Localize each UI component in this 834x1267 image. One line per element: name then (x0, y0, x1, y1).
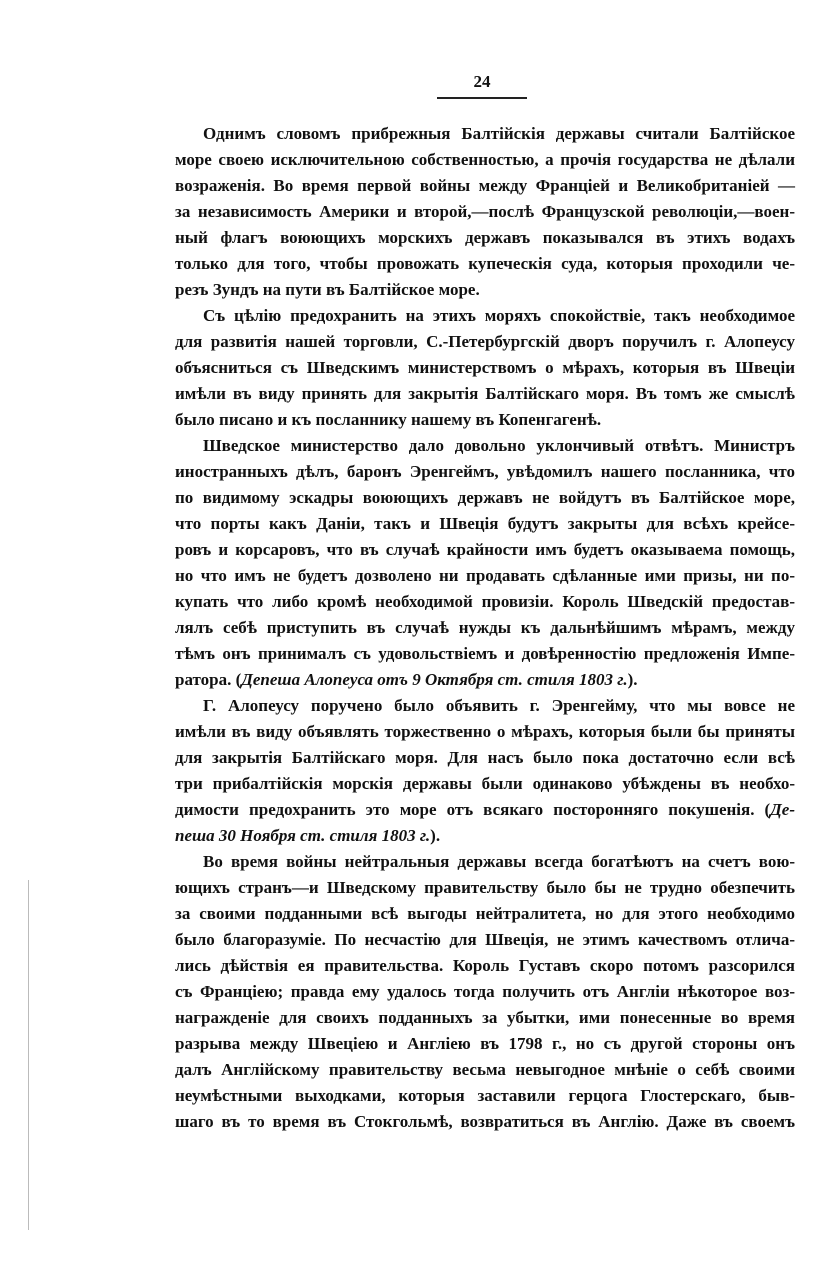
scan-margin-line (28, 880, 29, 1230)
text-line (175, 797, 795, 823)
text-segment: что порты какъ Даніи, такъ и Швеція будутъ закрыты для всѣхъ крейсе- (175, 514, 795, 533)
text-segment: имѣли въ виду объявлять торжественно о мѣрахъ, которыя были бы приняты (175, 722, 795, 741)
text-line (175, 381, 795, 407)
text-line (175, 121, 795, 147)
paragraph (175, 121, 795, 303)
text-segment: ратора. ( (175, 670, 242, 689)
text-line (175, 277, 795, 303)
text-line (175, 641, 795, 667)
text-segment: только для того, чтобы провожать купеческія суда, которыя проходили че- (175, 254, 795, 273)
citation-text: Де- (770, 800, 795, 819)
text-segment: ющихъ странъ—и Шведскому правительству было бы не трудно обезпечить (175, 878, 795, 897)
text-line (175, 511, 795, 537)
text-line (175, 849, 795, 875)
text-segment: для закрытія Балтійскаго моря. Для насъ было пока достаточно если всѣ (175, 748, 795, 767)
text-segment: было благоразуміе. По несчастію для Швеція, не этимъ качествомъ отлича- (175, 930, 795, 949)
text-line (175, 823, 795, 849)
text-line (175, 251, 795, 277)
page-number-rule (437, 97, 527, 99)
text-line (175, 1057, 795, 1083)
text-segment: иностранныхъ дѣлъ, баронъ Эренгеймъ, увѣдомилъ нашего посланника, что (175, 462, 795, 481)
text-segment: по видимому эскадры воюющихъ державъ не войдутъ въ Балтійское море, (175, 488, 795, 507)
text-line (175, 355, 795, 381)
text-line (175, 1005, 795, 1031)
text-line (175, 485, 795, 511)
body-text (175, 121, 795, 1135)
text-line (175, 537, 795, 563)
text-segment: тѣмъ онъ принималъ съ удовольствіемъ и довѣренностію предложенія Импе- (175, 644, 795, 663)
text-line (175, 667, 795, 693)
page-number: 24 (473, 72, 491, 91)
paragraph (175, 849, 795, 1135)
text-segment: ный флагъ воюющихъ морскихъ державъ показывался въ этихъ водахъ (175, 228, 795, 247)
text-line (175, 953, 795, 979)
text-line (175, 329, 795, 355)
text-segment: было писано и къ посланнику нашему въ Копенгагенѣ. (175, 410, 602, 429)
text-segment: имѣли въ виду принять для закрытія Балтійскаго моря. Въ томъ же смыслѣ (175, 384, 795, 403)
text-line (175, 745, 795, 771)
text-line (175, 1109, 795, 1135)
text-segment: Во время войны нейтральныя державы всегда богатѣютъ на счетъ вою- (203, 852, 795, 871)
text-segment: далъ Англійскому правительству весьма невыгодное мнѣніе о себѣ своими (175, 1060, 795, 1079)
text-line (175, 875, 795, 901)
text-segment: возраженія. Во время первой войны между Франціей и Великобританіей — (175, 176, 795, 195)
text-segment: Шведское министерство дало довольно уклончивый отвѣтъ. Министръ (203, 436, 795, 455)
text-segment: за независимость Америки и второй,—послѣ Французской революціи,—воен- (175, 202, 795, 221)
text-segment: за своими подданными всѣ выгоды нейтралитета, но для этого необходимо (175, 904, 795, 923)
text-segment: шаго въ то время въ Стокгольмѣ, возвратиться въ Англію. Даже въ своемъ (175, 1112, 795, 1131)
paragraph (175, 433, 795, 693)
text-line (175, 407, 795, 433)
text-line (175, 173, 795, 199)
text-line (175, 719, 795, 745)
text-line (175, 1083, 795, 1109)
text-line (175, 225, 795, 251)
text-segment: Г. Алопеусу поручено было объявить г. Эренгейму, что мы вовсе не (203, 696, 795, 715)
text-segment: разрыва между Швеціею и Англіею въ 1798 г., но съ другой стороны онъ (175, 1034, 795, 1053)
citation-text: Депеша Алопеуса отъ 9 Октября ст. стиля 1803 г. (241, 670, 628, 689)
text-segment: димости предохранить это море отъ всякаго посторонняго покушенія. ( (175, 800, 771, 819)
text-line (175, 199, 795, 225)
text-line (175, 303, 795, 329)
text-line (175, 433, 795, 459)
text-segment: Съ цѣлію предохранить на этихъ моряхъ спокойствіе, такъ необходимое (203, 306, 795, 325)
text-line (175, 147, 795, 173)
text-segment: съ Франціею; правда ему удалось тогда получить отъ Англіи нѣкоторое воз- (175, 982, 795, 1001)
text-line (175, 615, 795, 641)
text-line (175, 979, 795, 1005)
text-segment: купать что либо кромѣ необходимой провизіи. Король Шведскій предостав- (175, 592, 795, 611)
text-segment: Однимъ словомъ прибрежныя Балтійскія державы считали Балтійское (203, 124, 795, 143)
paragraph (175, 693, 795, 849)
text-segment: награжденіе для своихъ подданныхъ за убытки, ими понесенные во время (175, 1008, 795, 1027)
text-line (175, 693, 795, 719)
text-segment: резъ Зундъ на пути въ Балтійское море. (175, 280, 480, 299)
text-line (175, 589, 795, 615)
text-segment: для развитія нашей торговли, С.-Петербургскій дворъ поручилъ г. Алопеусу (175, 332, 795, 351)
text-segment: море своею исключительною собственностью, а прочія государства не дѣлали (175, 150, 795, 169)
text-line (175, 563, 795, 589)
text-line (175, 901, 795, 927)
text-segment: неумѣстными выходками, которыя заставили герцога Глостерскаго, быв- (175, 1086, 795, 1105)
text-segment: ). (430, 826, 441, 845)
text-line (175, 1031, 795, 1057)
text-segment: объясниться съ Шведскимъ министерствомъ о мѣрахъ, которыя въ Швеціи (175, 358, 795, 377)
text-segment: ровъ и корсаровъ, что въ случаѣ крайности имъ будетъ оказываема помощь, (175, 540, 795, 559)
text-segment: три прибалтійскія морскія державы были одинаково убѣждены въ необхо- (175, 774, 795, 793)
text-line (175, 459, 795, 485)
text-segment: лялъ себѣ приступить въ случаѣ нужды къ дальнѣйшимъ мѣрамъ, между (175, 618, 795, 637)
paragraph (175, 303, 795, 433)
text-segment: но что имъ не будетъ дозволено ни продавать сдѣланные ими призы, ни по- (175, 566, 795, 585)
citation-text: пеша 30 Ноября ст. стиля 1803 г. (175, 826, 431, 845)
text-line (175, 927, 795, 953)
text-line (175, 771, 795, 797)
text-segment: лись дѣйствія ея правительства. Король Густавъ скоро потомъ разсорился (175, 956, 795, 975)
text-segment: ). (627, 670, 638, 689)
